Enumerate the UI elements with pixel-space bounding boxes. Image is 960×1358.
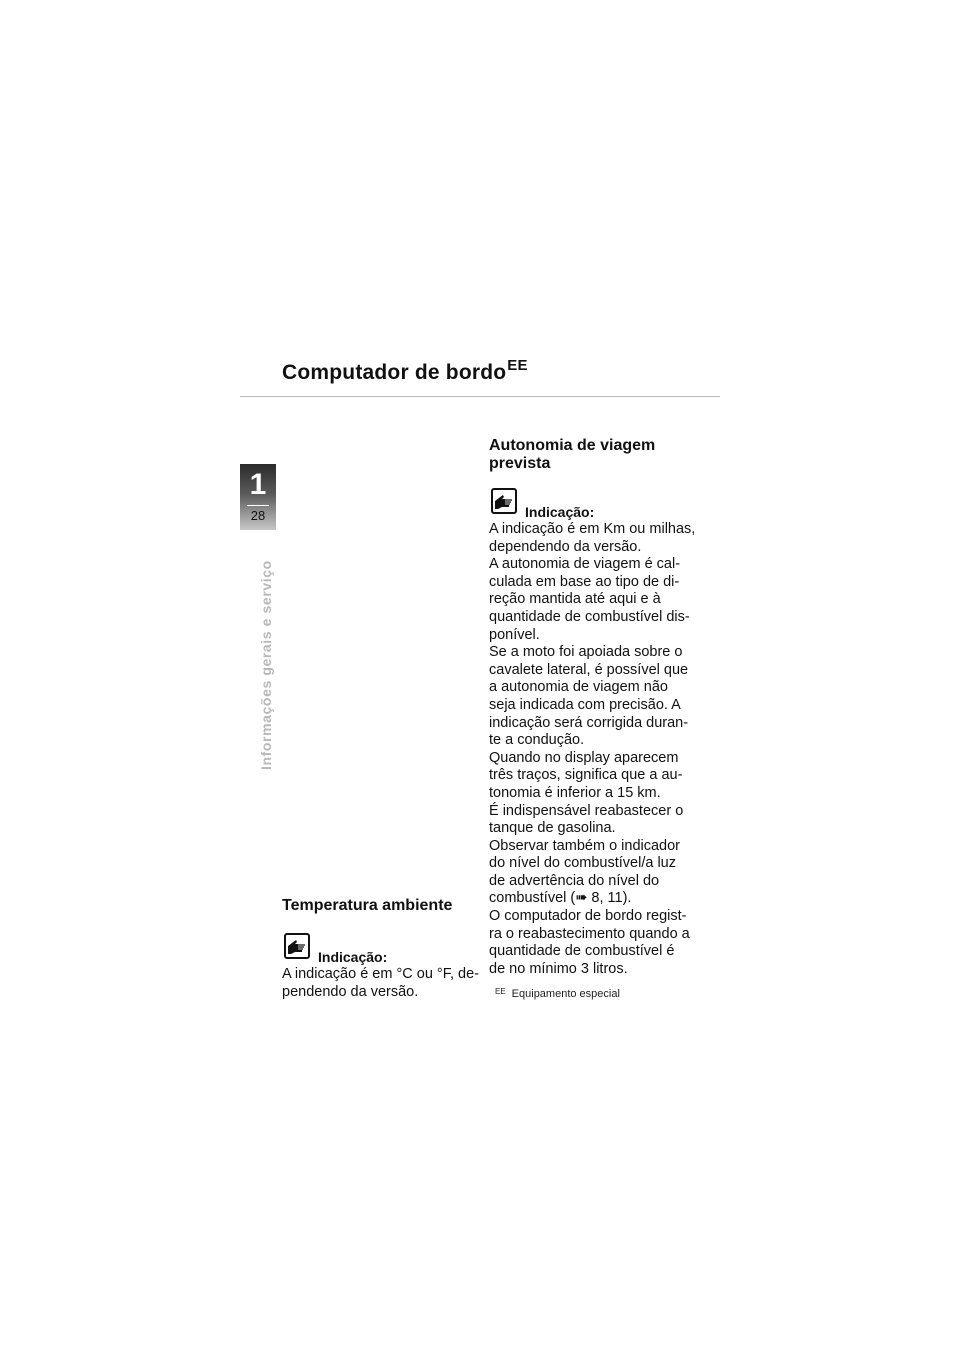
text-line: do nível do combustível/a luz <box>489 855 676 872</box>
left-section-heading: Temperatura ambiente <box>282 897 453 914</box>
page-title-superscript: EE <box>507 357 528 374</box>
text-line: ponível. <box>489 626 540 643</box>
text-line: seja indicada com precisão. A <box>489 696 681 713</box>
page-title <box>282 357 528 385</box>
chapter-tab <box>240 464 276 530</box>
footnote <box>495 988 620 1000</box>
left-note-label: Indicação: <box>318 949 388 965</box>
text-line: A autonomia de viagem é cal- <box>489 556 681 573</box>
text-line: pendendo da versão. <box>282 983 419 1000</box>
right-note-label: Indicação: <box>525 504 595 520</box>
right-body-text <box>489 521 699 978</box>
heading-line: prevista <box>489 455 551 472</box>
text-line: quantidade de combustível dis- <box>489 608 690 625</box>
page-title-text: Computador de bordo <box>282 361 507 384</box>
text-line: Observar também o indicador <box>489 837 680 854</box>
text-line: três traços, significa que a au- <box>489 767 683 784</box>
footnote-mark: EE <box>495 987 506 996</box>
chapter-number: 1 <box>249 468 267 501</box>
chapter-side-label: Informações gerais e serviço <box>258 560 274 770</box>
footnote-text: Equipamento especial <box>511 988 620 1000</box>
text-line: te a condução. <box>489 732 585 749</box>
note-hand-icon <box>491 488 517 514</box>
text-line: cavalete lateral, é possível que <box>489 661 689 678</box>
left-body-text <box>282 966 482 1001</box>
page-number: 28 <box>250 508 266 523</box>
text-line: A indicação é em °C ou °F, de- <box>282 966 479 982</box>
right-section-heading <box>489 437 655 473</box>
text-line: quantidade de combustível é <box>489 943 675 960</box>
text-line: ra o reabastecimento quando a <box>489 925 690 942</box>
text-line: de no mínimo 3 litros. <box>489 960 628 977</box>
text-line: culada em base ao tipo de di- <box>489 573 680 590</box>
text-line: a autonomia de viagem não <box>489 679 668 696</box>
note-hand-icon <box>284 933 310 959</box>
text-line: combustível (➠ 8, 11). <box>489 890 632 907</box>
text-line: indicação será corrigida duran- <box>489 714 689 731</box>
text-line: Se a moto foi apoiada sobre o <box>489 644 683 661</box>
text-line: reção mantida até aqui e à <box>489 591 661 608</box>
text-line: O computador de bordo regist- <box>489 908 687 925</box>
chapter-tab-divider <box>247 505 269 506</box>
text-line: tanque de gasolina. <box>489 820 616 837</box>
text-line: dependendo da versão. <box>489 538 642 555</box>
text-line: É indispensável reabastecer o <box>489 802 684 819</box>
text-line: A indicação é em Km ou milhas, <box>489 521 696 537</box>
header-divider <box>240 396 720 397</box>
heading-line: Autonomia de viagem <box>489 437 656 454</box>
text-line: tonomia é inferior a 15 km. <box>489 784 661 801</box>
text-line: de advertência do nível do <box>489 872 660 889</box>
text-line: Quando no display aparecem <box>489 749 679 766</box>
